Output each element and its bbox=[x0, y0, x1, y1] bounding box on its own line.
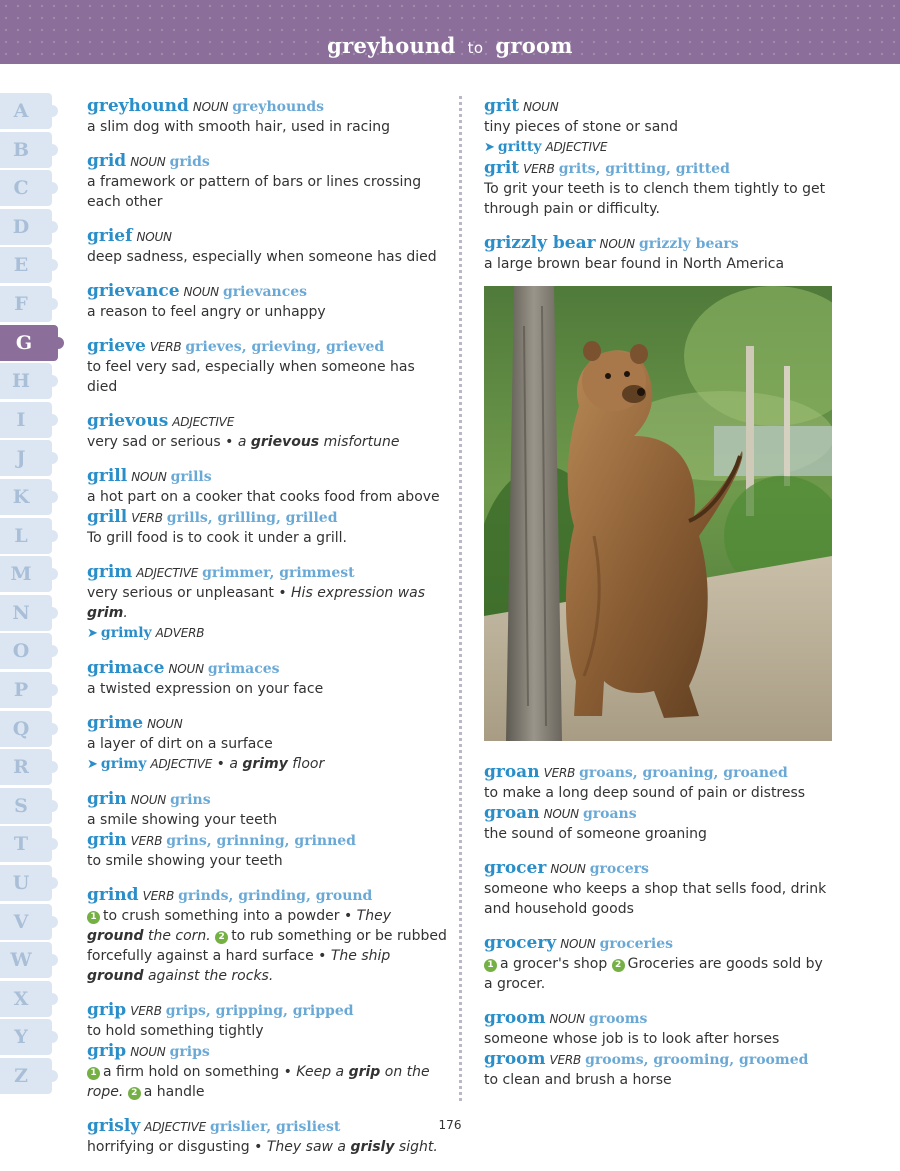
part-of-speech: ADJECTIVE bbox=[545, 140, 608, 154]
inflections: grits, gritting, gritted bbox=[558, 161, 730, 177]
example-text: a bbox=[237, 434, 247, 450]
entry-grin bbox=[87, 789, 447, 871]
inflections: grins, grinning, grinned bbox=[166, 833, 356, 849]
example-text: floor bbox=[292, 756, 325, 772]
definition: To grit your teeth is to clench them tightly to get through pain or difficulty. bbox=[484, 181, 826, 217]
part-of-speech: VERB bbox=[130, 834, 163, 848]
example-text: the corn. bbox=[147, 928, 211, 944]
example-text: They saw a bbox=[266, 1139, 347, 1155]
entry-grimace bbox=[87, 658, 447, 699]
definition: a framework or pattern of bars or lines crossing each other bbox=[87, 174, 422, 210]
headword: grill bbox=[87, 466, 128, 486]
thumb-tab-z[interactable]: Z bbox=[0, 1058, 52, 1094]
part-of-speech: NOUN bbox=[192, 100, 229, 114]
example-bullet: • bbox=[283, 1064, 292, 1080]
inflections: grips, gripping, gripped bbox=[165, 1003, 354, 1019]
headword: grisly bbox=[87, 1116, 141, 1136]
definition: a slim dog with smooth hair, used in racing bbox=[87, 119, 391, 135]
definition: a grocer's shop bbox=[500, 956, 608, 972]
definition: tiny pieces of stone or sand bbox=[484, 119, 679, 135]
inflections: grips bbox=[169, 1044, 210, 1060]
part-of-speech: NOUN bbox=[560, 937, 596, 951]
headword: groan bbox=[484, 762, 540, 782]
entry-grit bbox=[484, 96, 834, 219]
part-of-speech: VERB bbox=[543, 766, 576, 780]
inflections: grooms, grooming, groomed bbox=[585, 1052, 809, 1068]
sense-number-badge: 1 bbox=[87, 911, 100, 924]
definition: very sad or serious bbox=[87, 434, 221, 450]
definition: a twisted expression on your face bbox=[87, 681, 324, 697]
definition: the sound of someone groaning bbox=[484, 826, 707, 842]
example-bullet: • bbox=[343, 908, 353, 924]
part-of-speech: ADJECTIVE bbox=[136, 566, 199, 580]
headword: grind bbox=[87, 885, 139, 905]
thumb-tab-i[interactable]: I bbox=[0, 402, 52, 438]
thumb-tab-s[interactable]: S bbox=[0, 788, 52, 824]
thumb-tab-v[interactable]: V bbox=[0, 904, 52, 940]
grizzly-bear-photo bbox=[484, 286, 832, 741]
headword: groan bbox=[484, 803, 540, 823]
part-of-speech: ADJECTIVE bbox=[144, 1120, 207, 1134]
headword: grill bbox=[87, 507, 128, 527]
example-text: Keep a bbox=[296, 1064, 345, 1080]
inflections: groans bbox=[582, 806, 637, 822]
entry-grim bbox=[87, 562, 447, 644]
example-keyword: grievous bbox=[250, 434, 320, 450]
inflections: grills bbox=[170, 469, 212, 485]
headword: grocery bbox=[484, 933, 557, 953]
thumb-tab-h[interactable]: H bbox=[0, 363, 52, 399]
thumb-tab-r[interactable]: R bbox=[0, 749, 52, 785]
example-text: The ship bbox=[330, 948, 391, 964]
derived-word: gritty bbox=[497, 139, 542, 155]
left-column bbox=[87, 96, 447, 1171]
thumb-tab-d[interactable]: D bbox=[0, 209, 52, 245]
headword: grid bbox=[87, 151, 127, 171]
thumb-tab-y[interactable]: Y bbox=[0, 1019, 52, 1055]
example-text: misfortune bbox=[323, 434, 400, 450]
part-of-speech: NOUN bbox=[543, 807, 579, 821]
part-of-speech: VERB bbox=[149, 340, 182, 354]
part-of-speech: NOUN bbox=[599, 237, 635, 251]
headword: grit bbox=[484, 158, 520, 178]
page-header bbox=[0, 0, 900, 64]
entry-grid bbox=[87, 151, 447, 212]
headword: groom bbox=[484, 1008, 546, 1028]
entry-grill bbox=[87, 466, 447, 548]
example-bullet: • bbox=[278, 585, 287, 601]
thumb-tab-u[interactable]: U bbox=[0, 865, 52, 901]
part-of-speech: ADJECTIVE bbox=[172, 415, 235, 429]
headword: grocer bbox=[484, 858, 547, 878]
part-of-speech: NOUN bbox=[136, 230, 172, 244]
sense-number-badge: 1 bbox=[87, 1067, 100, 1080]
derived-word: grimly bbox=[100, 625, 152, 641]
inflections: grislier, grisliest bbox=[210, 1119, 341, 1135]
example-bullet: • bbox=[254, 1139, 263, 1155]
example bbox=[267, 1139, 438, 1155]
derived-arrow-icon: ➤ bbox=[484, 140, 495, 155]
part-of-speech: NOUN bbox=[168, 662, 204, 676]
entry-grind bbox=[87, 885, 447, 986]
thumb-tab-x[interactable]: X bbox=[0, 981, 52, 1017]
thumb-tab-l[interactable]: L bbox=[0, 518, 52, 554]
entry-grocer bbox=[484, 858, 834, 919]
definition: to make a long deep sound of pain or distress bbox=[484, 785, 806, 801]
thumb-tab-w[interactable]: W bbox=[0, 942, 52, 978]
example-keyword: grip bbox=[348, 1064, 381, 1080]
example-bullet: • bbox=[216, 756, 225, 772]
definition: deep sadness, especially when someone has died bbox=[87, 249, 437, 265]
thumb-tab-g[interactable]: G bbox=[0, 325, 58, 361]
inflections: grimmer, grimmest bbox=[202, 565, 355, 581]
example-text: against the rocks. bbox=[147, 968, 274, 984]
part-of-speech: VERB bbox=[523, 162, 555, 176]
headword: grime bbox=[87, 713, 144, 733]
thumb-tab-e[interactable]: E bbox=[0, 247, 52, 283]
inflections: greyhounds bbox=[232, 99, 324, 115]
thumb-tab-m[interactable]: M bbox=[0, 556, 52, 592]
thumb-tab-p[interactable]: P bbox=[0, 672, 52, 708]
sense-number-badge: 2 bbox=[612, 959, 625, 972]
example-keyword: grimy bbox=[242, 756, 288, 772]
definition: a smile showing your teeth bbox=[87, 812, 278, 828]
inflections: groans, groaning, groaned bbox=[579, 765, 788, 781]
definition: to smile showing your teeth bbox=[87, 853, 283, 869]
definition: to hold something tightly bbox=[87, 1023, 264, 1039]
derived-arrow-icon: ➤ bbox=[87, 757, 98, 772]
part-of-speech: VERB bbox=[142, 889, 175, 903]
definition: to rub something or be rubbed forcefully against a hard surface bbox=[87, 928, 447, 964]
headword: grievous bbox=[87, 411, 169, 431]
entry-groan bbox=[484, 762, 834, 844]
definition: a hot part on a cooker that cooks food from above bbox=[87, 489, 440, 505]
headword: grieve bbox=[87, 336, 146, 356]
sense-number-badge: 2 bbox=[128, 1087, 141, 1100]
headword: grizzly bear bbox=[484, 233, 596, 253]
headword: grief bbox=[87, 226, 133, 246]
headword: grin bbox=[87, 830, 127, 850]
headword: grievance bbox=[87, 281, 180, 301]
part-of-speech: NOUN bbox=[523, 100, 559, 114]
derived-arrow-icon: ➤ bbox=[87, 626, 98, 641]
part-of-speech: NOUN bbox=[130, 1045, 166, 1059]
thumb-tab-c[interactable]: C bbox=[0, 170, 52, 206]
part-of-speech: VERB bbox=[131, 511, 163, 525]
thumb-tab-b[interactable]: B bbox=[0, 132, 52, 168]
inflections: grills, grilling, grilled bbox=[166, 510, 338, 526]
example-text: . bbox=[123, 605, 128, 621]
inflections: grieves, grieving, grieved bbox=[185, 339, 385, 355]
page-number: 176 bbox=[438, 1118, 462, 1132]
entry-grime bbox=[87, 713, 447, 775]
inflections: grimaces bbox=[207, 661, 280, 677]
column-divider bbox=[459, 96, 462, 1101]
definition: horrifying or disgusting bbox=[87, 1139, 250, 1155]
headword: grim bbox=[87, 562, 133, 582]
inflections: grocers bbox=[589, 861, 649, 877]
part-of-speech: NOUN bbox=[130, 155, 166, 169]
definition: someone who keeps a shop that sells food, drink and household goods bbox=[484, 881, 827, 917]
part-of-speech: NOUN bbox=[130, 793, 167, 807]
example-keyword: grim bbox=[87, 605, 124, 621]
thumb-tab-k[interactable]: K bbox=[0, 479, 52, 515]
example-bullet: • bbox=[225, 434, 234, 450]
headword: grit bbox=[484, 96, 520, 116]
example-text: They bbox=[356, 908, 391, 924]
example-keyword: ground bbox=[87, 968, 144, 984]
sense-number-badge: 1 bbox=[484, 959, 497, 972]
example-keyword: grisly bbox=[350, 1139, 395, 1155]
example bbox=[238, 434, 400, 450]
inflections: grooms bbox=[588, 1011, 648, 1027]
inflections: grizzly bears bbox=[638, 236, 739, 252]
inflections: grids bbox=[169, 154, 210, 170]
header-first-word: greyhound bbox=[327, 33, 456, 58]
derived-word: grimy bbox=[100, 756, 147, 772]
entry-greyhound bbox=[87, 96, 447, 137]
part-of-speech: VERB bbox=[549, 1053, 582, 1067]
part-of-speech: NOUN bbox=[183, 285, 219, 299]
header-guide-words bbox=[0, 33, 900, 58]
definition: a firm hold on something bbox=[103, 1064, 280, 1080]
definition: a reason to feel angry or unhappy bbox=[87, 304, 326, 320]
inflections: groceries bbox=[599, 936, 673, 952]
definition: a large brown bear found in North America bbox=[484, 256, 785, 272]
example-text: on the rope. bbox=[87, 1064, 430, 1100]
part-of-speech: NOUN bbox=[550, 862, 586, 876]
part-of-speech: ADVERB bbox=[155, 626, 205, 640]
part-of-speech: NOUN bbox=[549, 1012, 585, 1026]
right-column-lower bbox=[484, 762, 834, 1104]
definition: a handle bbox=[143, 1084, 205, 1100]
entry-grieve bbox=[87, 336, 447, 397]
header-connector: to bbox=[467, 39, 484, 57]
definition: Groceries are goods sold by a grocer. bbox=[484, 956, 823, 992]
right-column bbox=[484, 96, 834, 288]
headword: grip bbox=[87, 1041, 127, 1061]
header-last-word: groom bbox=[495, 33, 573, 58]
headword: grin bbox=[87, 789, 127, 809]
thumb-tab-t[interactable]: T bbox=[0, 826, 52, 862]
inflections: grins bbox=[170, 792, 211, 808]
headword: greyhound bbox=[87, 96, 189, 116]
entry-groom bbox=[484, 1008, 834, 1090]
headword: groom bbox=[484, 1049, 546, 1069]
definition: very serious or unpleasant bbox=[87, 585, 274, 601]
example-text: a bbox=[229, 756, 238, 772]
entry-grief bbox=[87, 226, 447, 267]
example-bullet: • bbox=[318, 948, 327, 964]
part-of-speech: NOUN bbox=[131, 470, 167, 484]
definition: to crush something into a powder bbox=[103, 908, 340, 924]
thumb-tab-o[interactable]: O bbox=[0, 633, 52, 669]
entry-grievance bbox=[87, 281, 447, 322]
example-text: His expression was bbox=[291, 585, 426, 601]
definition: to clean and brush a horse bbox=[484, 1072, 672, 1088]
example-keyword: ground bbox=[87, 928, 144, 944]
sense-number-badge: 2 bbox=[215, 931, 228, 944]
entry-grip bbox=[87, 1000, 447, 1102]
entry-grievous bbox=[87, 411, 447, 452]
inflections: grievances bbox=[222, 284, 308, 300]
example-text: sight. bbox=[398, 1139, 438, 1155]
inflections: grinds, grinding, ground bbox=[178, 888, 373, 904]
headword: grimace bbox=[87, 658, 165, 678]
part-of-speech: VERB bbox=[130, 1004, 162, 1018]
entry-grocery bbox=[484, 933, 834, 994]
entry-grizzly-bear bbox=[484, 233, 834, 274]
part-of-speech: NOUN bbox=[147, 717, 183, 731]
example bbox=[229, 756, 324, 772]
thumb-tab-f[interactable]: F bbox=[0, 286, 52, 322]
thumb-tab-n[interactable]: N bbox=[0, 595, 52, 631]
definition: someone whose job is to look after horses bbox=[484, 1031, 780, 1047]
thumb-tab-q[interactable]: Q bbox=[0, 711, 52, 747]
part-of-speech: ADJECTIVE bbox=[150, 757, 213, 771]
definition: To grill food is to cook it under a grill. bbox=[87, 530, 347, 546]
definition: a layer of dirt on a surface bbox=[87, 736, 273, 752]
definition: to feel very sad, especially when someone has died bbox=[87, 359, 415, 395]
headword: grip bbox=[87, 1000, 127, 1020]
thumb-tab-a[interactable]: A bbox=[0, 93, 52, 129]
thumb-tab-j[interactable]: J bbox=[0, 440, 52, 476]
